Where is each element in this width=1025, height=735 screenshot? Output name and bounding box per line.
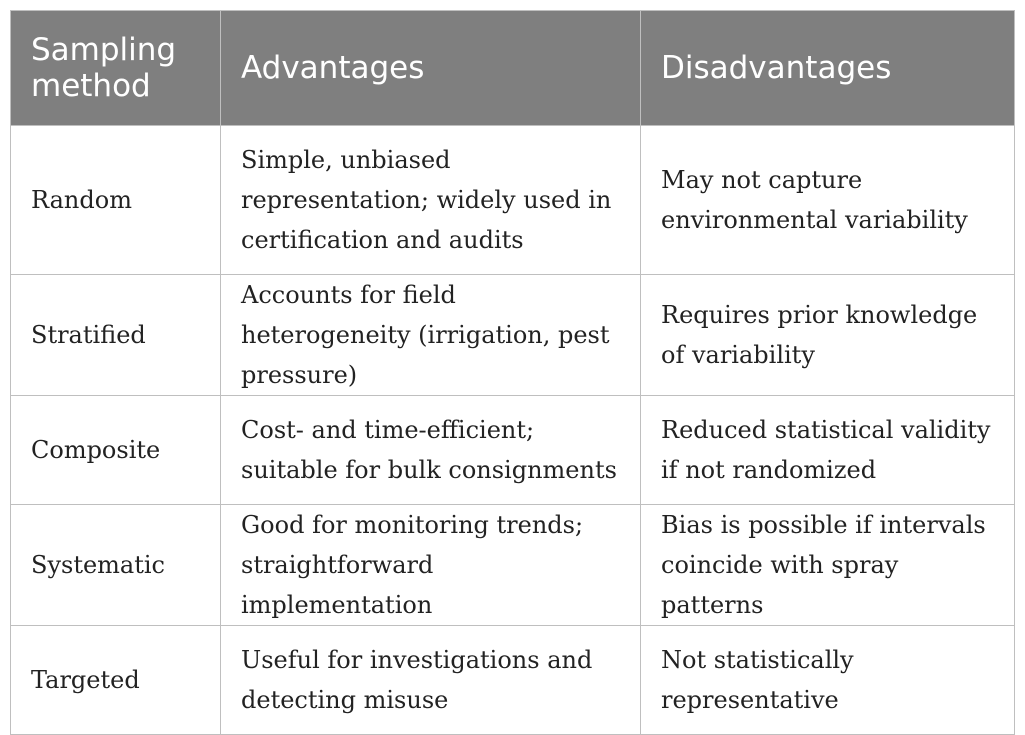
- method-cell: Random: [11, 126, 221, 275]
- header-advantages: Advantages: [221, 11, 641, 126]
- sampling-methods-table: [10, 10, 1015, 735]
- advantages-cell: Good for monitoring trends; straightforward implementation: [221, 505, 641, 626]
- sampling-methods-table-container: [10, 10, 1014, 735]
- table-row: [11, 396, 1015, 505]
- advantages-cell: Cost- and time-efficient; suitable for bulk consignments: [221, 396, 641, 505]
- disadvantages-cell: May not capture environmental variability: [641, 126, 1015, 275]
- disadvantages-cell: Not statistically representative: [641, 626, 1015, 735]
- advantages-cell: Simple, unbiased representation; widely used in certification and audits: [221, 126, 641, 275]
- method-cell: Targeted: [11, 626, 221, 735]
- header-row: [11, 11, 1015, 126]
- method-cell: Stratified: [11, 275, 221, 396]
- header-disadvantages: Disadvantages: [641, 11, 1015, 126]
- header-sampling-method: Sampling method: [11, 11, 221, 126]
- method-cell: Composite: [11, 396, 221, 505]
- method-cell: Systematic: [11, 505, 221, 626]
- table-row: [11, 626, 1015, 735]
- table-row: [11, 505, 1015, 626]
- disadvantages-cell: Requires prior knowledge of variability: [641, 275, 1015, 396]
- table-body: [11, 126, 1015, 735]
- disadvantages-cell: Bias is possible if intervals coincide with spray patterns: [641, 505, 1015, 626]
- table-row: [11, 275, 1015, 396]
- table-header: [11, 11, 1015, 126]
- table-row: [11, 126, 1015, 275]
- advantages-cell: Accounts for field heterogeneity (irrigation, pest pressure): [221, 275, 641, 396]
- disadvantages-cell: Reduced statistical validity if not randomized: [641, 396, 1015, 505]
- advantages-cell: Useful for investigations and detecting misuse: [221, 626, 641, 735]
